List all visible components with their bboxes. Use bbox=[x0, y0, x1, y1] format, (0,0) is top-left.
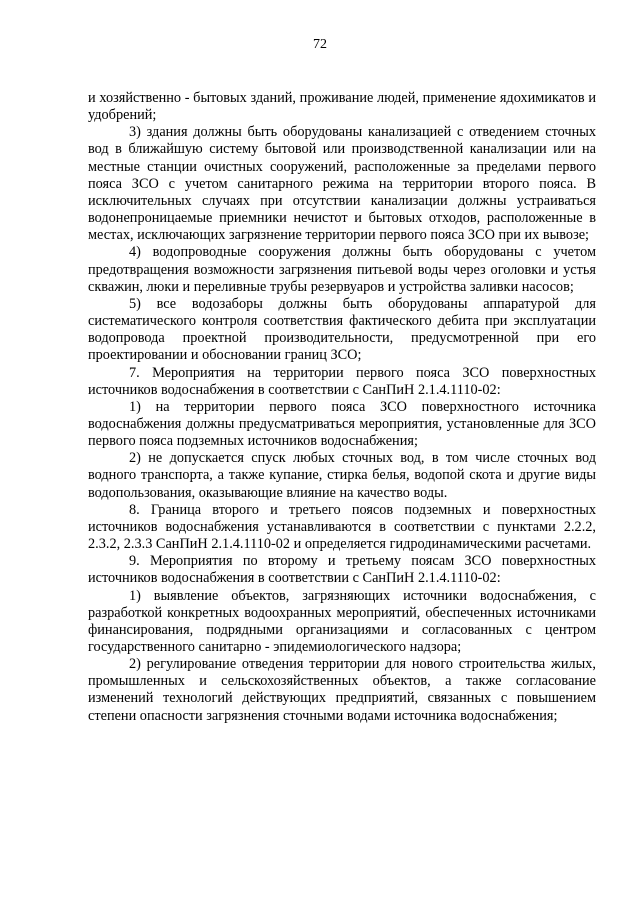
paragraph-section-7: 7. Мероприятия на территории первого пояса ЗСО поверхностных источников водоснабжения в соответствии с СанПиН 2.1.4.1110-02: bbox=[88, 364, 596, 398]
paragraph-continuation: и хозяйственно - бытовых зданий, проживание людей, применение ядохимикатов и удобрений; bbox=[88, 90, 596, 124]
paragraph-section-7-item-1: 1) на территории первого пояса ЗСО поверхностного источника водоснабжения должны предусматриваться мероприятия, установленные для ЗСО первого пояса подземных источников водоснабжения; bbox=[88, 398, 596, 450]
paragraph-section-9: 9. Мероприятия по второму и третьему поясам ЗСО поверхностных источников водоснабжения в соответствии с СанПиН 2.1.4.1110-02: bbox=[88, 553, 596, 587]
paragraph-item-3: 3) здания должны быть оборудованы канализацией с отведением сточных вод в ближайшую систему бытовой или производственной канализации или на местные станции очистных сооружений, расположенные за пределами первого пояса ЗСО с учетом санитарного режима на территории второго пояса. В исключительных случаях при отсутствии канализации должны устраиваться водонепроницаемые приемники нечистот и бытовых отходов, расположенные в местах, исключающих загрязнение территории первого пояса ЗСО при их вывозе; bbox=[88, 124, 596, 244]
document-body bbox=[88, 90, 596, 725]
paragraph-item-5: 5) все водозаборы должны быть оборудованы аппаратурой для систематического контроля соответствия фактического дебита при эксплуатации водопровода проектной производительности, предусмотренной при его проектировании и обосновании границ ЗСО; bbox=[88, 295, 596, 364]
paragraph-section-8: 8. Граница второго и третьего поясов подземных и поверхностных источников водоснабжения устанавливаются в соответствии с пунктами 2.2.2, 2.3.2, 2.3.3 СанПиН 2.1.4.1110-02 и определяется гидродинамическими расчетами. bbox=[88, 501, 596, 553]
paragraph-section-9-item-2: 2) регулирование отведения территории для нового строительства жилых, промышленных и сельскохозяйственных объектов, а также согласование изменений технологий действующих предприятий, связанных с повышением степени опасности загрязнения сточными водами источника водоснабжения; bbox=[88, 656, 596, 724]
paragraph-item-4: 4) водопроводные сооружения должны быть оборудованы с учетом предотвращения возможности загрязнения питьевой воды через оголовки и устья скважин, люки и переливные трубы резервуаров и устройства заливки насосов; bbox=[88, 244, 596, 295]
paragraph-section-9-item-1: 1) выявление объектов, загрязняющих источники водоснабжения, с разработкой конкретных водоохранных мероприятий, обеспеченных источниками финансирования, подрядными организациями и согласованных с центром государственного санитарно - эпидемиологического надзора; bbox=[88, 587, 596, 655]
paragraph-section-7-item-2: 2) не допускается спуск любых сточных вод, в том числе сточных вод водного транспорта, а также купание, стирка белья, водопой скота и другие виды водопользования, оказывающие влияние на качество воды. bbox=[88, 450, 596, 501]
page-number: 72 bbox=[313, 37, 327, 52]
